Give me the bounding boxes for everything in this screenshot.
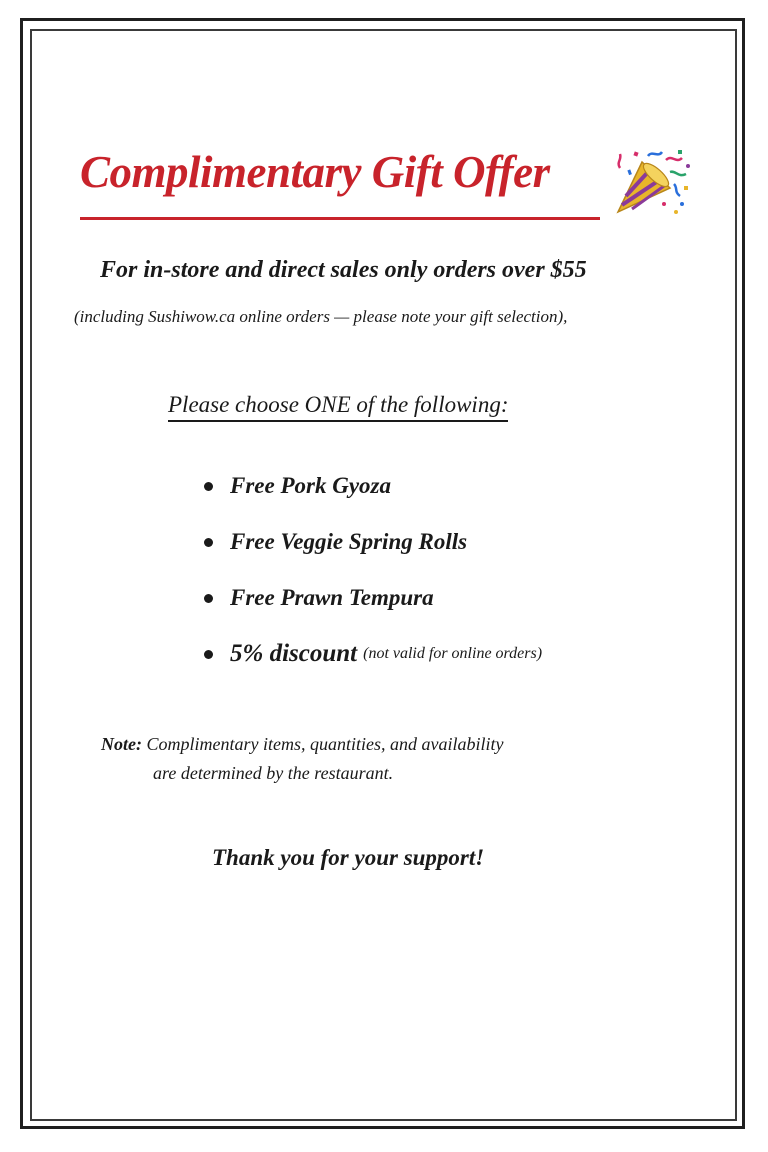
bullet-icon: [204, 650, 213, 659]
gift-option-discount: [204, 626, 542, 682]
party-popper-icon: [608, 148, 692, 220]
gift-option-label: Free Pork Gyoza: [230, 473, 391, 498]
bullet-icon: [204, 482, 213, 491]
eligibility-subline: (including Sushiwow.ca online orders — please note your gift selection),: [74, 307, 568, 326]
bullet-icon: [204, 538, 213, 547]
note-line1: Complimentary items, quantities, and availability: [146, 734, 504, 754]
choose-heading: Please choose ONE of the following:: [168, 392, 508, 422]
gift-option-pork-gyoza: [204, 458, 542, 514]
thank-you-message: Thank you for your support!: [212, 845, 485, 870]
bullet-icon: [204, 594, 213, 603]
gift-option-prawn-tempura: [204, 570, 542, 626]
gift-option-label: 5% discount: [230, 640, 358, 667]
gift-options-list: [204, 458, 542, 682]
gift-option-note: (not valid for online orders): [363, 645, 543, 662]
gift-option-label: Free Veggie Spring Rolls: [230, 529, 468, 554]
eligibility-line: For in-store and direct sales only orders over $55: [100, 257, 587, 283]
note-label: Note:: [101, 734, 142, 754]
title-underline: [80, 217, 600, 220]
gift-option-label: Free Prawn Tempura: [230, 585, 434, 610]
restaurant-note: [101, 730, 503, 788]
note-line2: are determined by the restaurant.: [153, 763, 394, 783]
gift-option-spring-rolls: [204, 514, 542, 570]
offer-title: Complimentary Gift Offer: [80, 147, 550, 197]
